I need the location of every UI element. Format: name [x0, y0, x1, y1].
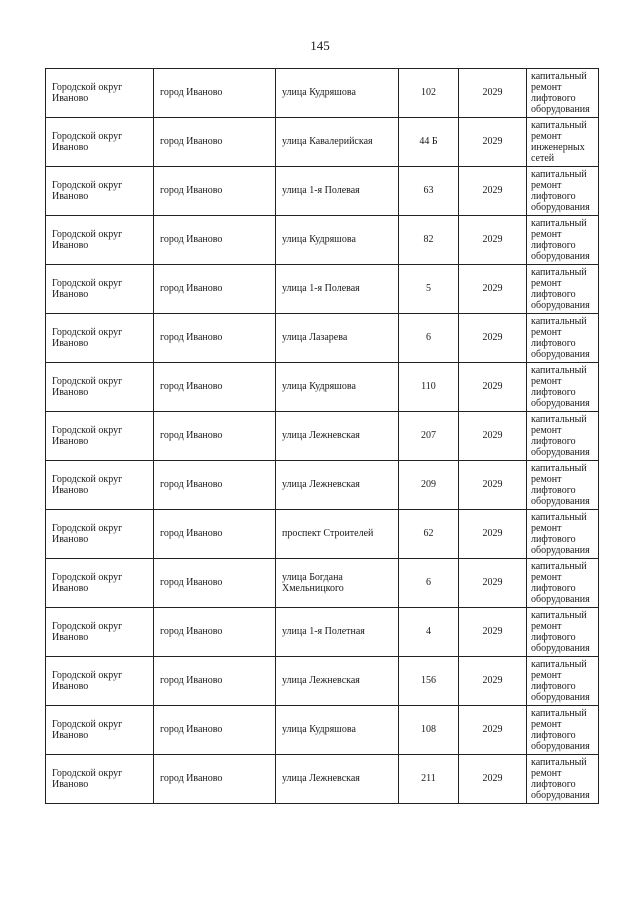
year-cell: 2029: [459, 510, 527, 559]
city-cell: город Иваново: [154, 559, 276, 608]
municipal-district-cell: Городской округ Иваново: [46, 755, 154, 804]
street-cell: улица 1-я Полевая: [276, 167, 399, 216]
street-cell: улица Лежневская: [276, 657, 399, 706]
table-row: [46, 314, 599, 363]
street-cell: улица Кавалерийская: [276, 118, 399, 167]
work-type-cell: капитальный ремонт лифтового оборудования: [527, 265, 599, 314]
street-cell: улица Кудряшова: [276, 216, 399, 265]
table-row: [46, 461, 599, 510]
repair-schedule-table: [45, 68, 599, 804]
street-cell: улица Лежневская: [276, 461, 399, 510]
page-number: 145: [310, 38, 330, 53]
city-cell: город Иваново: [154, 265, 276, 314]
work-type-cell: капитальный ремонт инженерных сетей: [527, 118, 599, 167]
year-cell: 2029: [459, 265, 527, 314]
house-number-cell: 110: [399, 363, 459, 412]
house-number-cell: 209: [399, 461, 459, 510]
year-cell: 2029: [459, 363, 527, 412]
table-row: [46, 755, 599, 804]
year-cell: 2029: [459, 461, 527, 510]
work-type-cell: капитальный ремонт лифтового оборудования: [527, 706, 599, 755]
table-row: [46, 69, 599, 118]
work-type-cell: капитальный ремонт лифтового оборудования: [527, 363, 599, 412]
house-number-cell: 6: [399, 559, 459, 608]
municipal-district-cell: Городской округ Иваново: [46, 657, 154, 706]
work-type-cell: капитальный ремонт лифтового оборудования: [527, 216, 599, 265]
work-type-cell: капитальный ремонт лифтового оборудования: [527, 412, 599, 461]
table-row: [46, 412, 599, 461]
city-cell: город Иваново: [154, 706, 276, 755]
work-type-cell: капитальный ремонт лифтового оборудования: [527, 755, 599, 804]
house-number-cell: 63: [399, 167, 459, 216]
work-type-cell: капитальный ремонт лифтового оборудования: [527, 167, 599, 216]
street-cell: улица Кудряшова: [276, 363, 399, 412]
municipal-district-cell: Городской округ Иваново: [46, 559, 154, 608]
municipal-district-cell: Городской округ Иваново: [46, 608, 154, 657]
work-type-cell: капитальный ремонт лифтового оборудования: [527, 657, 599, 706]
municipal-district-cell: Городской округ Иваново: [46, 461, 154, 510]
table-row: [46, 510, 599, 559]
city-cell: город Иваново: [154, 363, 276, 412]
table-row: [46, 657, 599, 706]
house-number-cell: 5: [399, 265, 459, 314]
city-cell: город Иваново: [154, 216, 276, 265]
table-row: [46, 167, 599, 216]
table-row: [46, 559, 599, 608]
street-cell: улица 1-я Полевая: [276, 265, 399, 314]
street-cell: улица 1-я Полетная: [276, 608, 399, 657]
year-cell: 2029: [459, 608, 527, 657]
work-type-cell: капитальный ремонт лифтового оборудования: [527, 314, 599, 363]
city-cell: город Иваново: [154, 412, 276, 461]
house-number-cell: 62: [399, 510, 459, 559]
work-type-cell: капитальный ремонт лифтового оборудования: [527, 461, 599, 510]
street-cell: проспект Строителей: [276, 510, 399, 559]
municipal-district-cell: Городской округ Иваново: [46, 363, 154, 412]
street-cell: улица Лазарева: [276, 314, 399, 363]
table-row: [46, 118, 599, 167]
house-number-cell: 4: [399, 608, 459, 657]
year-cell: 2029: [459, 216, 527, 265]
city-cell: город Иваново: [154, 510, 276, 559]
street-cell: улица Богдана Хмельницкого: [276, 559, 399, 608]
municipal-district-cell: Городской округ Иваново: [46, 510, 154, 559]
year-cell: 2029: [459, 755, 527, 804]
city-cell: город Иваново: [154, 461, 276, 510]
house-number-cell: 6: [399, 314, 459, 363]
house-number-cell: 44 Б: [399, 118, 459, 167]
table-row: [46, 706, 599, 755]
street-cell: улица Кудряшова: [276, 706, 399, 755]
municipal-district-cell: Городской округ Иваново: [46, 314, 154, 363]
table-row: [46, 608, 599, 657]
year-cell: 2029: [459, 69, 527, 118]
house-number-cell: 108: [399, 706, 459, 755]
year-cell: 2029: [459, 412, 527, 461]
municipal-district-cell: Городской округ Иваново: [46, 69, 154, 118]
street-cell: улица Лежневская: [276, 412, 399, 461]
house-number-cell: 102: [399, 69, 459, 118]
table-row: [46, 265, 599, 314]
city-cell: город Иваново: [154, 608, 276, 657]
table-body: [46, 69, 599, 804]
house-number-cell: 207: [399, 412, 459, 461]
year-cell: 2029: [459, 657, 527, 706]
municipal-district-cell: Городской округ Иваново: [46, 706, 154, 755]
city-cell: город Иваново: [154, 167, 276, 216]
street-cell: улица Кудряшова: [276, 69, 399, 118]
table-row: [46, 363, 599, 412]
house-number-cell: 82: [399, 216, 459, 265]
city-cell: город Иваново: [154, 69, 276, 118]
city-cell: город Иваново: [154, 314, 276, 363]
year-cell: 2029: [459, 167, 527, 216]
house-number-cell: 211: [399, 755, 459, 804]
work-type-cell: капитальный ремонт лифтового оборудования: [527, 559, 599, 608]
municipal-district-cell: Городской округ Иваново: [46, 412, 154, 461]
year-cell: 2029: [459, 559, 527, 608]
city-cell: город Иваново: [154, 118, 276, 167]
municipal-district-cell: Городской округ Иваново: [46, 167, 154, 216]
city-cell: город Иваново: [154, 755, 276, 804]
house-number-cell: 156: [399, 657, 459, 706]
municipal-district-cell: Городской округ Иваново: [46, 216, 154, 265]
municipal-district-cell: Городской округ Иваново: [46, 118, 154, 167]
year-cell: 2029: [459, 118, 527, 167]
work-type-cell: капитальный ремонт лифтового оборудования: [527, 608, 599, 657]
work-type-cell: капитальный ремонт лифтового оборудования: [527, 510, 599, 559]
table-row: [46, 216, 599, 265]
street-cell: улица Лежневская: [276, 755, 399, 804]
city-cell: город Иваново: [154, 657, 276, 706]
year-cell: 2029: [459, 706, 527, 755]
work-type-cell: капитальный ремонт лифтового оборудования: [527, 69, 599, 118]
year-cell: 2029: [459, 314, 527, 363]
municipal-district-cell: Городской округ Иваново: [46, 265, 154, 314]
